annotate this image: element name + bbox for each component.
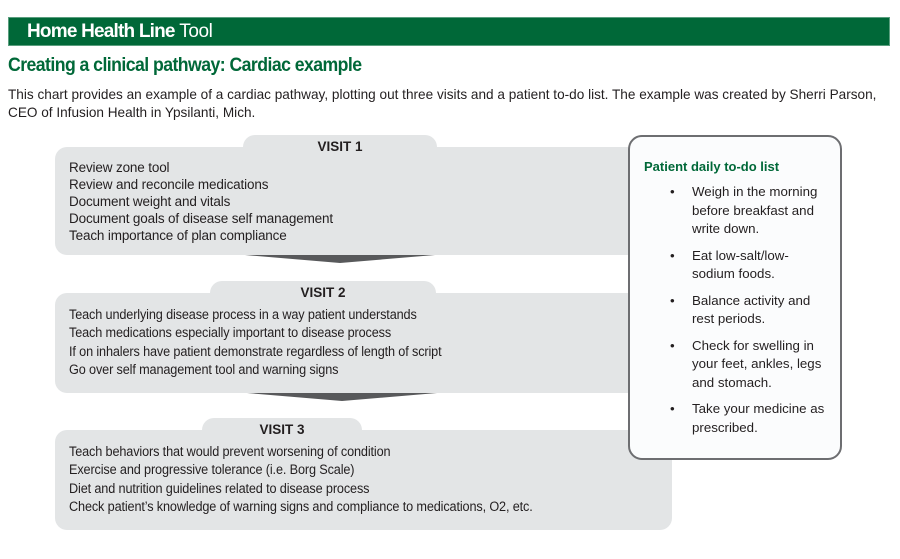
visit-3-box: [55, 430, 672, 530]
visit-2-item: Go over self management tool and warning signs: [69, 361, 339, 377]
visit-2-item: If on inhalers have patient demonstrate regardless of length of script: [69, 343, 442, 359]
visit-3-item: Teach behaviors that would prevent worsening of condition: [69, 444, 391, 459]
visit-1-box: [55, 147, 665, 255]
visit-2-item: Teach underlying disease process in a way patient understands: [69, 307, 417, 322]
visit-3-item: Exercise and progressive tolerance (i.e. Borg Scale): [69, 462, 355, 478]
down-arrow-icon: [245, 255, 435, 263]
visit-1-item: Document goals of disease self management: [69, 211, 334, 226]
todo-item: [670, 400, 830, 437]
todo-item: [670, 247, 830, 284]
visit-2-label: VISIT 2: [210, 281, 436, 301]
visit-3-list: [69, 443, 562, 516]
bullet-icon: •: [670, 292, 675, 308]
todo-item-text: Take your medicine as prescribed.: [692, 401, 825, 435]
visit-1-item: Review and reconcile medications: [69, 177, 269, 192]
todo-item-text: Balance activity and rest periods.: [692, 292, 811, 326]
todo-list: [670, 183, 830, 445]
visit-3-item: Check patient’s knowledge of warning signs and compliance to medications, O2, etc.: [69, 498, 533, 514]
banner-brand: Home Health Line: [27, 21, 175, 42]
visit-1-list: [69, 159, 333, 244]
visit-2-box: [55, 293, 665, 393]
header-banner: [8, 17, 890, 46]
visit-3-label: VISIT 3: [202, 418, 362, 438]
visit-2-item: Teach medications especially important to disease process: [69, 325, 392, 341]
visit-1-item: Teach importance of plan compliance: [69, 228, 287, 243]
todo-item: [670, 183, 830, 239]
todo-heading: Patient daily to-do list: [644, 159, 780, 174]
intro-paragraph: This chart provides an example of a cardiac pathway, plotting out three visits and a patient to-do list. The example was created by Sherri Parson, CEO of Infusion Health in Ypsilanti, Mich.: [8, 87, 877, 120]
visit-1-label: VISIT 1: [243, 135, 437, 155]
bullet-icon: •: [670, 247, 675, 263]
visit-1-item: Document weight and vitals: [69, 194, 231, 209]
todo-item: [670, 292, 830, 329]
visit-2-list: [69, 306, 465, 379]
down-arrow-icon: [247, 393, 437, 401]
todo-item-text: Weigh in the morning before breakfast and write down.: [692, 184, 818, 236]
bullet-icon: •: [670, 337, 675, 353]
todo-item-text: Check for swelling in your feet, ankles, legs and stomach.: [692, 337, 822, 390]
todo-item-text: Eat low-salt/low-sodium foods.: [692, 247, 789, 281]
visit-1-item: Review zone tool: [69, 160, 170, 175]
visit-3-item: Diet and nutrition guidelines related to disease process: [69, 480, 370, 496]
patient-todo-box: [628, 135, 842, 460]
todo-item: [670, 337, 830, 393]
bullet-icon: •: [670, 184, 675, 199]
banner-section: Tool: [179, 21, 213, 42]
banner-title: [27, 21, 212, 43]
bullet-icon: •: [670, 401, 675, 416]
page-title: Creating a clinical pathway: Cardiac example: [8, 55, 362, 76]
